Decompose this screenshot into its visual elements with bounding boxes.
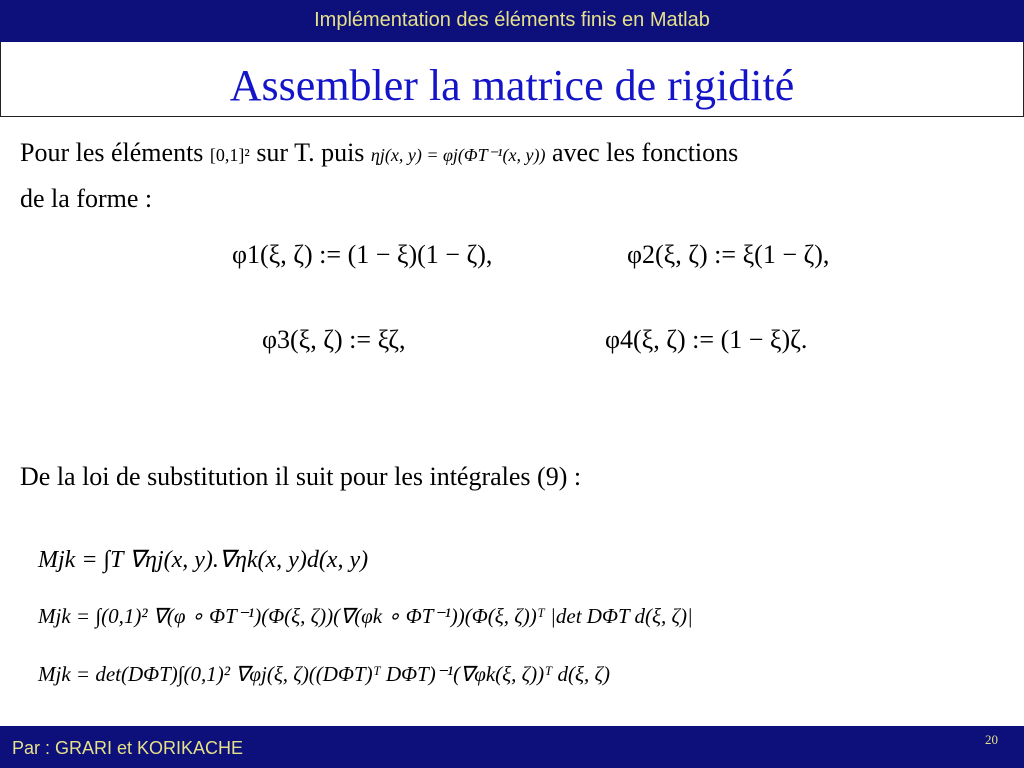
footer-bar — [0, 726, 1024, 768]
substitution-paragraph: De la loi de substitution il suit pour les intégrales (9) : — [20, 462, 582, 491]
footer-authors: Par : GRARI et KORIKACHE — [12, 738, 244, 758]
stiffness-equation-3: Mjk = det(DΦT)∫(0,1)² ∇φj(ξ, ζ)((DΦT)ᵀ DΦT)⁻¹(∇φk(ξ, ζ))ᵀ d(ξ, ζ) — [38, 662, 610, 686]
intro-paragraph — [20, 138, 738, 170]
stiffness-equation-2: Mjk = ∫(0,1)² ∇(φ ∘ ΦT⁻¹)(Φ(ξ, ζ))(∇(φk ∘ ΦT⁻¹))(Φ(ξ, ζ))ᵀ |det DΦT d(ξ, ζ)| — [38, 604, 693, 628]
phi1-equation: φ1(ξ, ζ) := (1 − ξ)(1 − ζ), — [232, 240, 493, 269]
presentation-subtitle: Implémentation des éléments finis en Matlab — [314, 9, 710, 31]
intro-line-2: de la forme : — [20, 184, 153, 213]
header-bar — [0, 0, 1024, 42]
slide-title: Assembler la matrice de rigidité — [229, 61, 795, 110]
intro-text-1: Pour les éléments — [20, 138, 204, 167]
slide-title-box — [0, 42, 1024, 117]
phi3-equation: φ3(ξ, ζ) := ξζ, — [262, 325, 406, 354]
stiffness-equation-1: Mjk = ∫T ∇ηj(x, y).∇ηk(x, y)d(x, y) — [38, 547, 369, 573]
intro-text-2: sur T. puis — [256, 138, 365, 167]
domain-math: [0,1]² — [209, 145, 250, 165]
phi2-equation: φ2(ξ, ζ) := ξ(1 − ζ), — [627, 240, 830, 269]
slide-number: 20 — [985, 732, 998, 747]
intro-text-3: avec les fonctions — [552, 138, 739, 167]
phi4-equation: φ4(ξ, ζ) := (1 − ξ)ζ. — [605, 325, 808, 354]
eta-definition-math: ηj(x, y) = φj(ΦT⁻¹(x, y)) — [370, 145, 546, 165]
